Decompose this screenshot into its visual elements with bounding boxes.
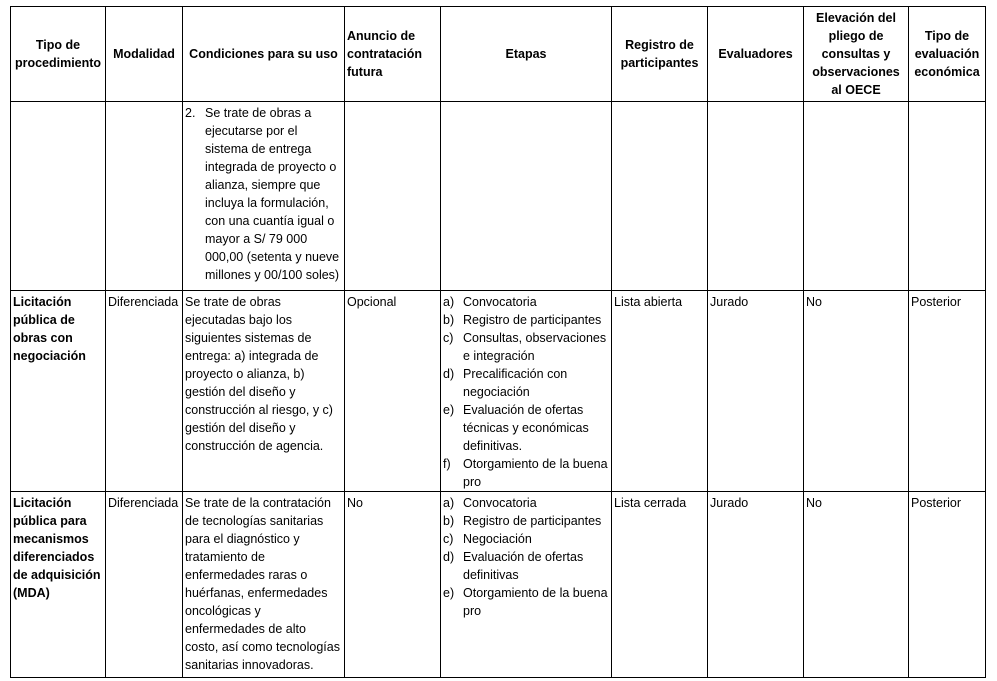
- stage-text: Otorgamiento de la buena pro: [463, 586, 608, 618]
- cell-etapas: [441, 291, 612, 492]
- header-modalidad: Modalidad: [106, 7, 183, 102]
- list-item: [443, 365, 609, 401]
- table-row: [11, 102, 986, 291]
- header-tipo: Tipo de procedimiento: [11, 7, 106, 102]
- cell-condiciones: Se trate de obras ejecutadas bajo los siguientes sistemas de entrega: a) integrada de proyecto o alianza, b) gestión del diseño y construcción al riesgo, y c) gestión del diseño y construcción de agencia.: [183, 291, 345, 492]
- cell-evaluadores: [708, 102, 804, 291]
- list-item: [443, 530, 609, 548]
- stage-text: Convocatoria: [463, 295, 537, 309]
- stage-letter: f): [443, 457, 451, 471]
- conditions-list: [185, 104, 342, 284]
- list-item: [443, 584, 609, 620]
- stage-text: Precalificación con negociación: [463, 367, 568, 399]
- list-item: [443, 311, 609, 329]
- cell-tipo: Licitación pública para mecanismos diferenciados de adquisición (MDA): [11, 492, 106, 678]
- list-item: [443, 455, 609, 491]
- cell-modalidad: Diferenciada: [106, 291, 183, 492]
- cell-registro: Lista abierta: [612, 291, 708, 492]
- header-etapas: Etapas: [441, 7, 612, 102]
- cell-condiciones: Se trate de la contratación de tecnologías sanitarias para el diagnóstico y tratamiento de enfermedades raras o huérfanas, enfermedades oncológicas y enfermedades de alto costo, así como tecnologías sanitarias innovadoras.: [183, 492, 345, 678]
- stage-letter: c): [443, 532, 454, 546]
- stage-text: Convocatoria: [463, 496, 537, 510]
- header-condiciones: Condiciones para su uso: [183, 7, 345, 102]
- list-item: [443, 512, 609, 530]
- stage-letter: e): [443, 586, 455, 600]
- list-item: [443, 401, 609, 455]
- cell-anuncio: No: [345, 492, 441, 678]
- cell-modalidad: Diferenciada: [106, 492, 183, 678]
- cell-anuncio: Opcional: [345, 291, 441, 492]
- cell-tipo: Licitación pública de obras con negociación: [11, 291, 106, 492]
- stage-text: Evaluación de ofertas definitivas: [463, 550, 584, 582]
- table-row: [11, 492, 986, 678]
- cell-tipo-eval: Posterior: [909, 492, 986, 678]
- cell-tipo-eval: Posterior: [909, 291, 986, 492]
- cell-elevacion: No: [804, 291, 909, 492]
- cell-evaluadores: Jurado: [708, 492, 804, 678]
- cell-tipo-eval: [909, 102, 986, 291]
- stage-letter: a): [443, 496, 455, 510]
- list-item: [443, 548, 609, 584]
- header-evaluadores: Evaluadores: [708, 7, 804, 102]
- list-item: [443, 329, 609, 365]
- header-anuncio: Anuncio de contratación futura: [345, 7, 441, 102]
- stage-text: Registro de participantes: [463, 313, 602, 327]
- stage-text: Consultas, observaciones e integración: [463, 331, 607, 363]
- procedures-table: [10, 6, 986, 678]
- stages-list: [443, 293, 609, 491]
- header-elevacion: Elevación del pliego de consultas y observaciones al OECE: [804, 7, 909, 102]
- cell-condiciones: [183, 102, 345, 291]
- cell-tipo: [11, 102, 106, 291]
- stage-text: Otorgamiento de la buena pro: [463, 457, 608, 489]
- cell-anuncio: [345, 102, 441, 291]
- cell-etapas: [441, 102, 612, 291]
- cell-evaluadores: Jurado: [708, 291, 804, 492]
- stage-letter: d): [443, 367, 455, 381]
- list-item: [443, 494, 609, 512]
- stage-text: Negociación: [463, 532, 532, 546]
- cell-elevacion: No: [804, 492, 909, 678]
- stage-letter: b): [443, 514, 455, 528]
- table-header-row: [11, 7, 986, 102]
- cell-elevacion: [804, 102, 909, 291]
- stages-list: [443, 494, 609, 620]
- cell-etapas: [441, 492, 612, 678]
- cell-registro: [612, 102, 708, 291]
- stage-letter: e): [443, 403, 455, 417]
- cell-registro: Lista cerrada: [612, 492, 708, 678]
- header-tipo-eval: Tipo de evaluación económica: [909, 7, 986, 102]
- stage-letter: c): [443, 331, 454, 345]
- list-number: 2.: [185, 106, 196, 120]
- list-text: Se trate de obras a ejecutarse por el sistema de entrega integrada de proyecto o alianza, siempre que incluya la formulación, con una cuantía igual o mayor a S/ 79 000 000,00 (setenta y nueve millones y 00/100 soles): [205, 106, 340, 282]
- stage-text: Registro de participantes: [463, 514, 602, 528]
- stage-letter: b): [443, 313, 455, 327]
- stage-text: Evaluación de ofertas técnicas y económicas definitivas.: [463, 403, 589, 453]
- header-registro: Registro de participantes: [612, 7, 708, 102]
- stage-letter: d): [443, 550, 455, 564]
- table-row: [11, 291, 986, 492]
- stage-letter: a): [443, 295, 455, 309]
- list-item: [185, 104, 342, 284]
- cell-modalidad: [106, 102, 183, 291]
- list-item: [443, 293, 609, 311]
